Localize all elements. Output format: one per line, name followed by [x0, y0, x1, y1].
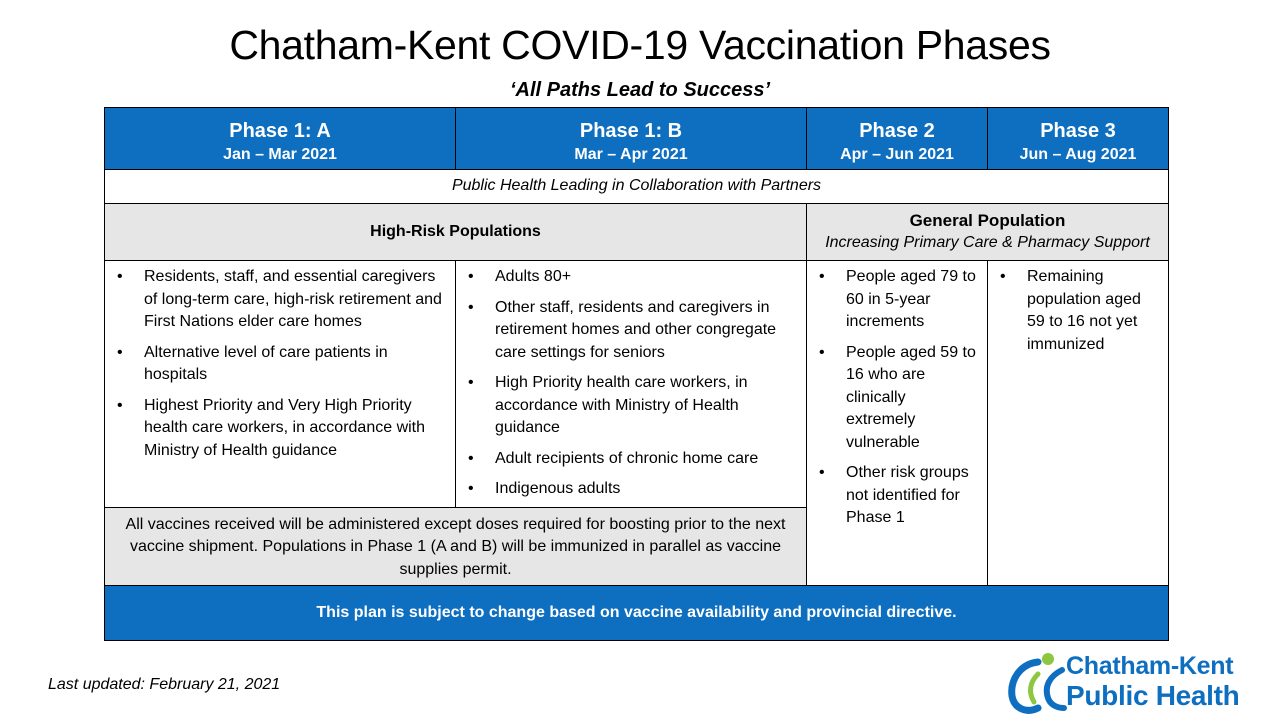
list-item: [466, 478, 796, 501]
list-item: [466, 297, 796, 365]
bullet-icon: •: [1000, 268, 1006, 285]
phase-name: Phase 3: [1040, 120, 1116, 142]
last-updated: Last updated: February 21, 2021: [48, 676, 281, 693]
logo-line-1: Chatham-Kent: [1066, 652, 1234, 680]
phase-name: Phase 1: A: [229, 120, 331, 142]
phase-dates: Apr – Jun 2021: [840, 146, 954, 163]
phase-dates: Jun – Aug 2021: [1019, 146, 1137, 163]
list-item: [466, 266, 796, 289]
page-subtitle: ‘All Paths Lead to Success’: [509, 79, 771, 101]
phase-2-list-cell: [807, 261, 988, 586]
phase-1b-header: [456, 108, 807, 170]
list-item: [817, 266, 977, 334]
collaboration-row: [105, 170, 1169, 204]
list-item: [817, 342, 977, 455]
phase-1a-header: [105, 108, 456, 170]
list-item-text: Adult recipients of chronic home care: [495, 449, 759, 467]
list-item: [115, 342, 445, 387]
bullet-icon: •: [117, 268, 123, 285]
logo-line-2: Public Health: [1066, 680, 1240, 711]
ck-logo-icon: [1004, 650, 1070, 716]
page-title: Chatham-Kent COVID-19 Vaccination Phases: [229, 22, 1051, 68]
eligibility-row: [105, 261, 1169, 508]
phase-1b-list: [456, 261, 806, 507]
high-risk-populations-label: High-Risk Populations: [105, 204, 807, 261]
list-item-text: Residents, staff, and essential caregivers of long-term care, high-risk retirement and First Nations elder care homes: [144, 268, 442, 330]
phase-header-row: [105, 108, 1169, 170]
general-population-label: General Population: [909, 210, 1066, 230]
phase-dates: Jan – Mar 2021: [223, 146, 337, 163]
population-row: [105, 204, 1169, 261]
list-item-text: Indigenous adults: [495, 480, 621, 497]
list-item-text: High Priority health care workers, in accordance with Ministry of Health guidance: [495, 374, 748, 436]
phase-2-list: [807, 261, 987, 536]
phase-name: Phase 1: B: [579, 120, 683, 142]
footer-row: [105, 586, 1169, 641]
phase-1a-list: [105, 261, 455, 468]
list-item-text: Other staff, residents and caregivers in retirement homes and other congregate care settings for seniors: [495, 298, 777, 361]
list-item: [466, 448, 796, 471]
phase-3-header: [988, 108, 1169, 170]
list-item-text: Other risk groups not identified for Phase 1: [846, 464, 969, 526]
collaboration-text: Public Health Leading in Collaboration with Partners: [105, 170, 1169, 204]
chatham-kent-logo: [1004, 650, 1266, 716]
list-item-text: Adults 80+: [495, 268, 572, 285]
list-item-text: People aged 59 to 16 who are clinically extremely vulnerable: [846, 343, 976, 451]
bullet-icon: •: [468, 374, 474, 391]
bullet-icon: •: [117, 343, 123, 361]
bullet-icon: •: [468, 449, 474, 467]
bullet-icon: •: [819, 268, 825, 285]
list-item: [998, 266, 1158, 356]
list-item-text: People aged 79 to 60 in 5-year increments: [846, 268, 976, 330]
list-item: [115, 395, 445, 463]
bullet-icon: •: [468, 480, 474, 497]
bullet-icon: •: [117, 396, 123, 414]
administration-note: All vaccines received will be administered except doses required for boosting prior to the next vaccine shipment. Populations in Phase 1 (A and B) will be immunized in parallel as vaccine supplies permit.: [105, 507, 807, 586]
plan-disclaimer: This plan is subject to change based on vaccine availability and provincial directive.: [105, 586, 1169, 641]
phase-name: Phase 2: [859, 120, 935, 142]
general-population-cell: [807, 204, 1169, 261]
list-item: [817, 462, 977, 530]
list-item: [466, 372, 796, 440]
vaccination-phases-table: [104, 107, 1169, 641]
bullet-icon: •: [819, 343, 825, 361]
list-item-text: Remaining population aged 59 to 16 not yet immunized: [1027, 268, 1141, 353]
list-item-text: Highest Priority and Very High Priority health care workers, in accordance with Ministry of Health guidance: [144, 396, 426, 459]
logo-text: [1066, 652, 1239, 710]
phase-3-list: [988, 261, 1168, 362]
list-item: [115, 266, 445, 334]
bullet-icon: •: [468, 268, 474, 285]
phase-dates: Mar – Apr 2021: [574, 146, 688, 163]
bullet-icon: •: [468, 298, 474, 316]
bullet-icon: •: [819, 464, 825, 481]
phase-1b-list-cell: [456, 261, 807, 508]
phase-2-header: [807, 108, 988, 170]
phase-1a-list-cell: [105, 261, 456, 508]
phase-3-list-cell: [988, 261, 1169, 586]
list-item-text: Alternative level of care patients in hospitals: [144, 343, 388, 383]
general-population-sublabel: Increasing Primary Care & Pharmacy Support: [825, 234, 1150, 251]
